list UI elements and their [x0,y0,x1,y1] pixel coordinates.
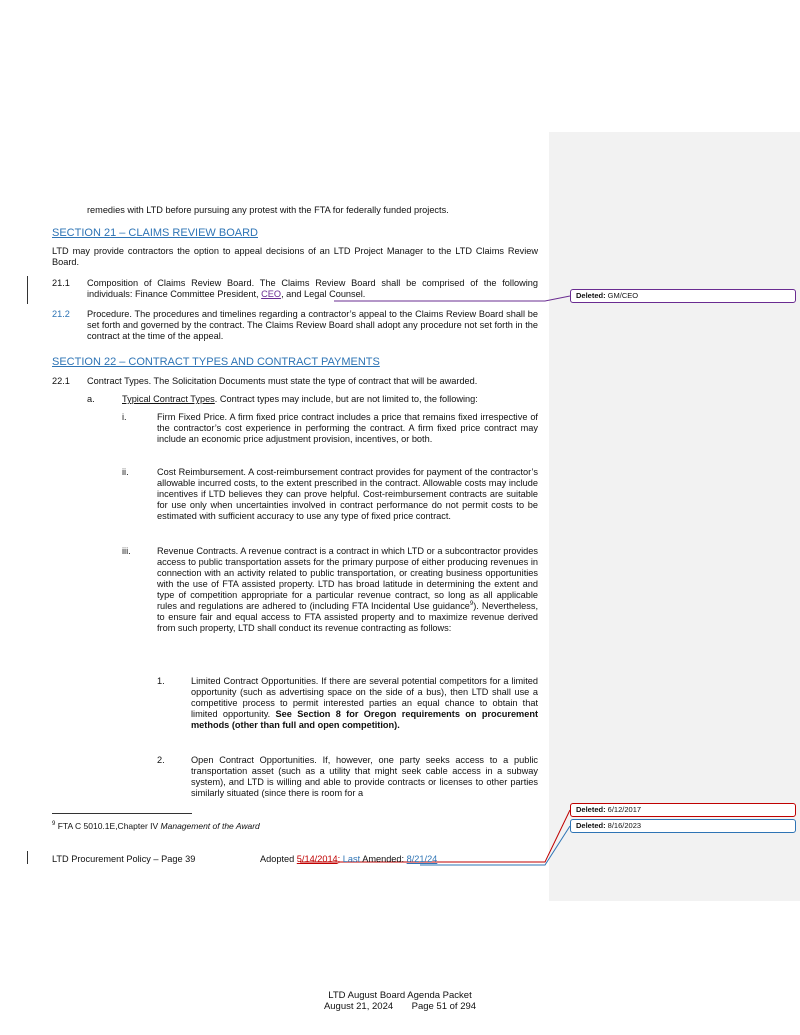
item-label: ii. [122,467,129,477]
footnote: $^9$ FTA C 5010.1E,Chapter IV Management of the Award [52,821,260,831]
footnote-ref[interactable]: 9 [469,600,474,607]
item-a [87,394,538,405]
packet-footer-line2: August 21, 2024 Page 51 of 294 [323,1001,477,1012]
item-21-1-text: Composition of Claims Review Board. The Claims Review Board shall be comprised of the following individuals: Finance Committee President, CEO, and Legal Counsel. [87,278,538,299]
footer-left: LTD Procurement Policy – Page 39 [52,854,196,864]
item-label: 2. [157,755,165,765]
section21-intro: LTD may provide contractors the option to appeal decisions of an LTD Project Manager to the LTD Claims Review Board. [52,246,538,267]
item-a-text: Typical Contract Types. Contract types may include, but are not limited to, the following: [122,394,478,404]
adopted-date: 5/14/2014 [296,854,338,864]
item-21-1 [52,278,538,300]
comment-pane [549,132,800,901]
packet-footer-line1: LTD August Board Agenda Packet [328,990,472,1001]
item-i-text: Firm Fixed Price. A firm fixed price contract includes a price that remains fixed irrespective of the contractor’s cost experience in performing the contract. A firm fixed price contract may include an economic price adjustment provision, incentives, or both. [157,412,538,444]
comment-balloon[interactable]: Deleted: 6/12/2017 [570,803,796,817]
footnote-rule [52,813,192,814]
item-number: 21.1 [52,278,70,288]
item-iii [122,546,538,634]
inserted-text: CEO [261,289,282,299]
change-bar [27,276,28,304]
item-number: 22.1 [52,376,70,386]
item-label: 1. [157,676,165,686]
connector-8-16-2023 [420,826,570,865]
item-label: iii. [122,546,131,556]
item-iii-text: Revenue Contracts. A revenue contract is a contract in which LTD or a subcontractor provides access to public transportation assets for the primary purpose of either producing revenues in connection with an activity related to public transportation, or creating business opportunities with the use of FTA assisted property. LTD has broad latitude in determining the extent and type of competition appropriate for a particular revenue contract, so long as all applicable rules and regulations are adhered to (including FTA Incidental Use guidance$^9$). Nevertheless, to ensure fair and equal access to FTA assisted property and to maximize revenue derived from such property, LTD shall conduct its revenue contracting as follows: [157,546,538,633]
section21-heading: SECTION 21 – CLAIMS REVIEW BOARD [52,227,258,239]
section22-heading: SECTION 22 – CONTRACT TYPES AND CONTRACT PAYMENTS [52,356,380,368]
item-label: a. [87,394,95,404]
amended-date: 8/21/24 [406,854,438,864]
item-21-2 [52,309,538,342]
intro-line: remedies with LTD before pursuing any protest with the FTA for federally funded projects. [87,205,449,215]
item-label: i. [122,412,127,422]
item-i [122,412,538,445]
item-ii [122,467,538,522]
item-number: 21.2 [52,309,70,319]
comment-balloon[interactable]: Deleted: GM/CEO [570,289,796,303]
comment-balloon[interactable]: Deleted: 8/16/2023 [570,819,796,833]
item-21-2-text: Procedure. The procedures and timelines regarding a contractor’s appeal to the Claims Review Board shall be set forth and governed by the contract. The Claims Review Board shall adopt any procedure not set forth in the contract at the time of the appeal. [87,309,538,341]
item-22-1-text: Contract Types. The Solicitation Documents must state the type of contract that will be awarded. [87,376,478,386]
item-2 [157,755,538,799]
item-1-text: Limited Contract Opportunities. If there are several potential competitors for a limited opportunity (such as advertising space on the side of a bus), then LTD shall use a competitive process to permit interested parties an equal chance to obtain that limited opportunity. See Section 8 for Oregon requirements on procurement methods (other than full and open competition). [191,676,539,730]
item-1 [157,676,538,731]
item-22-1 [52,376,538,387]
item-ii-text: Cost Reimbursement. A cost-reimbursement contract provides for payment of the contractor’s allowable incurred costs, to the extent prescribed in the contract. Allowable costs may include incentives if LTD believes they can prove helpful. Cost-reimbursement contracts are suitable for use only when uncertainties involved in contract performance do not permit costs to be estimated with sufficient accuracy to use any type of fixed price contract. [157,467,538,521]
footer-adopted: Adopted 5/14/2014; Last Amended: 8/21/24 [260,854,438,864]
change-bar [27,851,28,864]
item-2-text: Open Contract Opportunities. If, however, one party seeks access to a public transportation asset (such as a utility that might seek cable access in a subway system), and LTD is willing and able to provide contracts or licenses to other parties similarly situated (since there is room for a [191,755,538,798]
